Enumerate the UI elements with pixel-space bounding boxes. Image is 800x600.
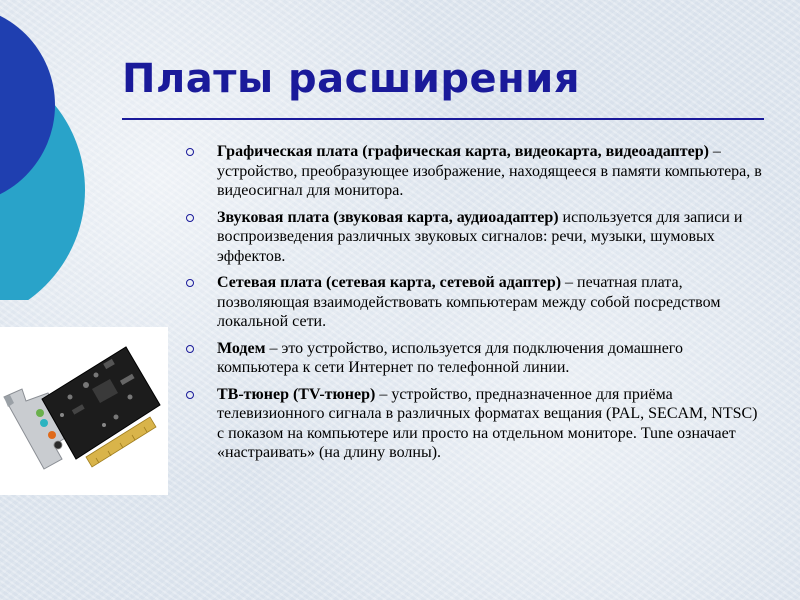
sound-card-image	[0, 327, 168, 495]
list-item-sound-card	[186, 208, 766, 267]
item-term: Сетевая плата (сетевая карта, сетевой адаптер)	[217, 274, 562, 291]
circle-bullet-icon	[186, 391, 194, 399]
item-description: – это устройство, используется для подключения домашнего компьютера к сети Интернет по телефонной линии.	[217, 339, 683, 376]
circle-bullet-icon	[186, 214, 194, 222]
item-description: используется для записи и воспроизведения различных звуковых сигналов: речи, музыки, шумовых эффектов.	[217, 208, 743, 265]
item-term: ТВ-тюнер (TV-тюнер)	[217, 385, 376, 403]
title-divider	[122, 118, 764, 120]
item-description: – устройство, преобразующее изображение, находящееся в памяти компьютера, в видеосигнал для монитора.	[217, 143, 762, 199]
sound-card-icon	[0, 327, 168, 495]
circle-bullet-icon	[186, 345, 194, 353]
item-description: – устройство, предназначенное для приёма телевизионного сигнала в различных форматах вещания (PAL, SECAM, NTSC) с показом на компьютере или просто на отдельном мониторе. Tune означает «настраивать» (на длину волны).	[217, 385, 758, 461]
circle-bullet-icon	[186, 148, 194, 156]
expansion-card-list	[186, 142, 766, 470]
item-term: Звуковая плата (звуковая карта, аудиоадаптер)	[217, 208, 559, 226]
list-item-modem	[186, 339, 766, 378]
decorative-circles	[0, 0, 90, 300]
item-term: Модем	[217, 339, 266, 357]
list-item-graphics-card	[186, 142, 766, 201]
slide-title: Платы расширения	[122, 56, 580, 102]
item-description: – печатная плата, позволяющая взаимодействовать компьютерам между собой посредством локальной сети.	[217, 274, 721, 330]
circle-bullet-icon	[186, 279, 194, 287]
list-item-tv-tuner	[186, 385, 766, 463]
item-term: Графическая плата (графическая карта, видеокарта, видеоадаптер)	[217, 143, 709, 160]
list-item-network-card	[186, 273, 766, 332]
